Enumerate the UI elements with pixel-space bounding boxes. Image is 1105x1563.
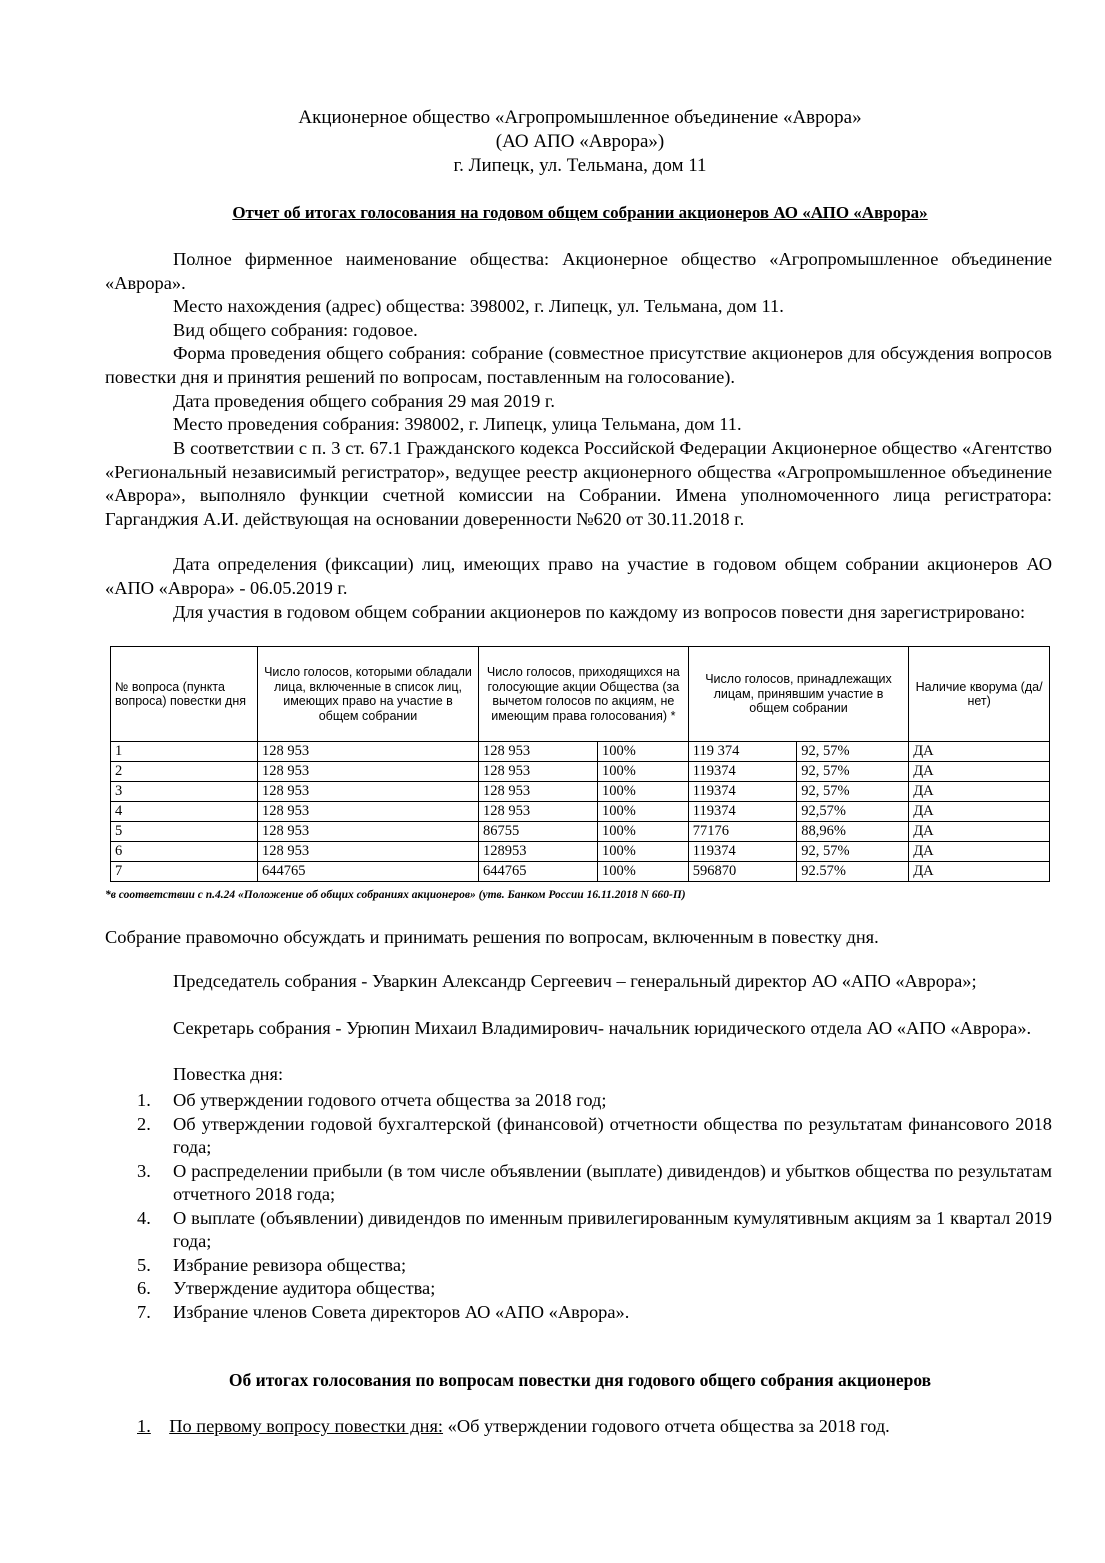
date-line: Дата проведения общего собрания 29 мая 2019 г. — [173, 391, 555, 411]
meeting-type-line: Вид общего собрания: годовое. — [173, 320, 418, 340]
first-question-label: По первому вопросу повестки дня: — [169, 1416, 444, 1436]
cell-total: 128 953 — [258, 842, 479, 862]
agenda-item-text: О выплате (объявлении) дивидендов по именным привилегированным кумулятивным акциям за 1 квартал 2019 года; — [173, 1207, 1052, 1251]
cell-voting: 128 953 — [479, 762, 598, 782]
location-line: Место нахождения (адрес) общества: 398002, г. Липецк, ул. Тельмана, дом 11. — [173, 296, 784, 316]
agenda-item-number: 3. — [137, 1160, 151, 1181]
table-footnote: *в соответствии с п.4.24 «Положение об общих собраниях акционеров» (утв. Банком России 16.11.2018 N 660-П) — [105, 889, 686, 901]
quorum-statement: Собрание правомочно обсуждать и принимать решения по вопросам, включенным в повестку дня. — [105, 927, 879, 947]
cell-participants-pct: 92,57% — [797, 802, 909, 822]
cell-quorum: ДА — [909, 822, 1050, 842]
form-paragraph: Форма проведения общего собрания: собрание (совместное присутствие акционеров для обсуждения вопросов повестки дня и принятия решений по вопросам, поставленным на голосование). — [105, 343, 1052, 387]
cell-total: 128 953 — [258, 782, 479, 802]
agenda-item-text: Об утверждении годового отчета общества за 2018 год; — [173, 1090, 607, 1110]
place-line: Место проведения собрания: 398002, г. Липецк, улица Тельмана, дом 11. — [173, 414, 742, 434]
cell-quorum: ДА — [909, 762, 1050, 782]
cell-quorum: ДА — [909, 802, 1050, 822]
cell-voting: 644765 — [479, 862, 598, 882]
table-row — [111, 822, 1050, 842]
agenda-item — [105, 1089, 1052, 1113]
table-row — [111, 862, 1050, 882]
cell-voting-pct: 100% — [597, 742, 688, 762]
agenda-title: Повестка дня: — [173, 1064, 284, 1084]
agenda-item — [105, 1113, 1052, 1160]
table-row — [111, 802, 1050, 822]
cell-participants: 119374 — [688, 782, 797, 802]
cell-participants: 77176 — [688, 822, 797, 842]
cell-participants: 119374 — [688, 842, 797, 862]
company-address: г. Липецк, ул. Тельмана, дом 11 — [453, 155, 707, 176]
cell-question: 1 — [111, 742, 258, 762]
chairman-paragraph: Председатель собрания - Уваркин Александр Сергеевич – генеральный директор АО «АПО «Аврора»; — [173, 971, 977, 991]
cell-question: 5 — [111, 822, 258, 842]
cell-quorum: ДА — [909, 782, 1050, 802]
cell-question: 7 — [111, 862, 258, 882]
header-question: № вопроса (пункта вопроса) повестки дня — [111, 647, 258, 742]
report-title: Отчет об итогах голосования на годовом общем собрании акционеров АО «АПО «Аврора» — [232, 203, 928, 222]
registrar-paragraph: В соответствии с п. 3 ст. 67.1 Гражданского кодекса Российской Федерации Акционерное общество «Агентство «Региональный независимый регистратор», ведущее реестр акционерного общества «Агропромышленное объединение «Аврора», выполняло функции счетной комиссии на Собрании. Имена уполномоченного лица регистратора: Гарганджия А.И. действующая на основании доверенности №620 от 30.11.2018 г. — [105, 438, 1052, 529]
cell-voting: 128 953 — [479, 782, 598, 802]
cell-participants: 119 374 — [688, 742, 797, 762]
cell-question: 6 — [111, 842, 258, 862]
agenda-item-text: Избрание членов Совета директоров АО «АПО «Аврора». — [173, 1301, 630, 1322]
agenda-item-number: 2. — [137, 1113, 151, 1134]
cell-total: 128 953 — [258, 822, 479, 842]
cell-quorum: ДА — [909, 842, 1050, 862]
agenda-item-text: О распределении прибыли (в том числе объявлении (выплате) дивидендов) и убытков общества по результатам отчетного 2018 года; — [173, 1160, 1052, 1204]
agenda-item-number: 7. — [137, 1301, 151, 1322]
agenda-item-number: 5. — [137, 1254, 151, 1275]
first-question-text: «Об утверждении годового отчета общества за 2018 год. — [443, 1416, 890, 1436]
cell-voting-pct: 100% — [597, 862, 688, 882]
header-quorum: Наличие кворума (да/нет) — [909, 647, 1050, 742]
agenda-item — [105, 1160, 1052, 1207]
company-short-name: (АО АПО «Аврора») — [495, 131, 665, 152]
cell-participants-pct: 92.57% — [797, 862, 909, 882]
record-date-paragraph: Дата определения (фиксации) лиц, имеющих право на участие в годовом общем собрании акционеров АО «АПО «Аврора» - 06.05.2019 г. — [105, 554, 1052, 598]
cell-voting-pct: 100% — [597, 782, 688, 802]
cell-voting: 128 953 — [479, 802, 598, 822]
cell-total: 128 953 — [258, 762, 479, 782]
cell-voting-pct: 100% — [597, 762, 688, 782]
cell-total: 644765 — [258, 862, 479, 882]
cell-total: 128 953 — [258, 802, 479, 822]
cell-participants-pct: 92, 57% — [797, 742, 909, 762]
cell-participants: 119374 — [688, 762, 797, 782]
header-voting-shares: Число голосов, приходящихся на голосующие акции Общества (за вычетом голосов по акциям, не имеющим права голосования) * — [479, 647, 689, 742]
cell-participants-pct: 92, 57% — [797, 842, 909, 862]
agenda-item-text: Утверждение аудитора общества; — [173, 1278, 436, 1298]
agenda-item-text: Избрание ревизора общества; — [173, 1254, 407, 1275]
header-participants: Число голосов, принадлежащих лицам, принявшим участие в общем собрании — [688, 647, 908, 742]
cell-question: 2 — [111, 762, 258, 782]
table-row — [111, 742, 1050, 762]
cell-quorum: ДА — [909, 742, 1050, 762]
table-header-row — [111, 647, 1050, 742]
table-row — [111, 842, 1050, 862]
table-row — [111, 782, 1050, 802]
first-question-heading — [137, 1416, 890, 1437]
cell-voting-pct: 100% — [597, 802, 688, 822]
agenda-item — [105, 1277, 1052, 1301]
agenda-item — [105, 1301, 1052, 1325]
cell-voting: 128953 — [479, 842, 598, 862]
secretary-paragraph: Секретарь собрания - Урюпин Михаил Владимирович- начальник юридического отдела АО «АПО «Аврора». — [173, 1018, 1032, 1038]
agenda-item — [105, 1254, 1052, 1278]
cell-question: 3 — [111, 782, 258, 802]
cell-voting: 86755 — [479, 822, 598, 842]
agenda-list — [105, 1089, 1052, 1324]
cell-participants-pct: 88,96% — [797, 822, 909, 842]
agenda-item-number: 4. — [137, 1207, 151, 1228]
cell-voting-pct: 100% — [597, 822, 688, 842]
agenda-item — [105, 1207, 1052, 1254]
agenda-item-number: 1. — [137, 1090, 151, 1110]
agenda-item-text: Об утверждении годовой бухгалтерской (финансовой) отчетности общества по результатам финансового 2018 года; — [173, 1113, 1052, 1157]
votes-table — [110, 646, 1050, 882]
cell-quorum: ДА — [909, 862, 1050, 882]
cell-voting: 128 953 — [479, 742, 598, 762]
cell-participants: 596870 — [688, 862, 797, 882]
table-row — [111, 762, 1050, 782]
cell-participants-pct: 92, 57% — [797, 782, 909, 802]
company-name: Акционерное общество «Агропромышленное объединение «Аврора» — [298, 107, 862, 128]
cell-question: 4 — [111, 802, 258, 822]
cell-participants-pct: 92, 57% — [797, 762, 909, 782]
registered-paragraph: Для участия в годовом общем собрании акционеров по каждому из вопросов повести дня зарегистрировано: — [173, 602, 1026, 622]
agenda-item-number: 6. — [137, 1278, 151, 1298]
full-name-paragraph: Полное фирменное наименование общества: Акционерное общество «Агропромышленное объединение «Аврора». — [105, 249, 1052, 293]
results-section-title: Об итогах голосования по вопросам повестки дня годового общего собрания акционеров — [228, 1370, 932, 1390]
first-question-number: 1. — [137, 1416, 151, 1436]
cell-participants: 119374 — [688, 802, 797, 822]
cell-total: 128 953 — [258, 742, 479, 762]
cell-voting-pct: 100% — [597, 842, 688, 862]
header-total-votes: Число голосов, которыми обладали лица, включенные в список лиц, имеющих право на участие в общем собрании — [258, 647, 479, 742]
